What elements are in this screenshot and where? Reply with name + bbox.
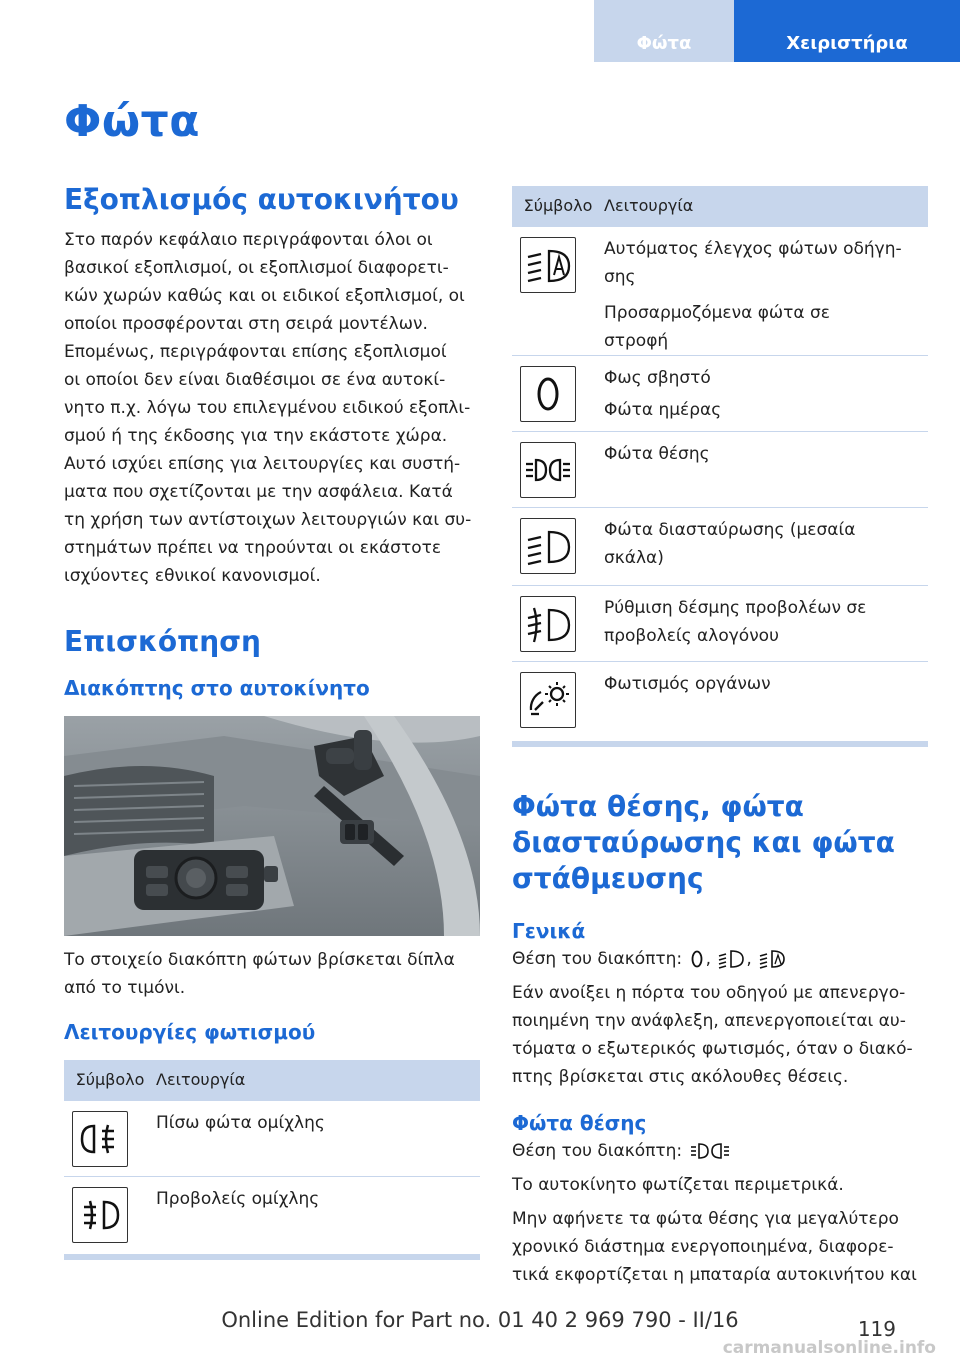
table-row <box>512 507 928 585</box>
col-function-header: Λειτουργία <box>604 186 928 226</box>
header-section-label: Φώτα <box>594 0 734 62</box>
col-symbol-header: Σύμβολο <box>512 186 604 226</box>
lighting-functions-table-left <box>64 1060 480 1254</box>
table-cell-function: σης <box>604 266 636 287</box>
table-cell-function: στροφή <box>604 330 669 351</box>
col-function-header: Λειτουργία <box>156 1060 480 1100</box>
table-cell-function: Φώτα ημέρας <box>604 399 722 420</box>
parking-text-1: Το αυτοκίνητο φωτίζεται περιμετρικά. <box>512 1175 844 1195</box>
light-switch-photo <box>64 716 480 936</box>
table-row <box>512 431 928 507</box>
table-cell-function: Προσαρμοζόμενα φώτα σε <box>604 302 830 323</box>
table-end-bar <box>64 1254 480 1260</box>
table-cell-function: Φωτισμός οργάνων <box>604 673 771 694</box>
right-column <box>512 186 928 1289</box>
page-title: Φώτα <box>64 96 200 147</box>
parking-switch-position: Θέση του διακόπτη: <box>512 1137 928 1165</box>
header-chapter-label: Χειριστήρια <box>734 0 960 62</box>
table-cell-function: σκάλα) <box>604 547 664 568</box>
table-row <box>64 1176 480 1254</box>
lights-off-icon <box>690 949 704 969</box>
table-row <box>512 355 928 431</box>
photo-caption: Το στοιχείο διακόπτη φώτων βρίσκεται δίπλα από το τιμόνι. <box>64 950 455 998</box>
table-cell-function: Πίσω φώτα ομίχλης <box>156 1112 325 1133</box>
table-cell-function: Ρύθμιση δέσμης προβολέων σε <box>604 597 867 618</box>
section-heading: Φώτα θέσης, φώτα διασταύρωσης και φώτα στάθμευσης <box>512 790 895 895</box>
rear-fog-light-icon <box>72 1111 128 1167</box>
table-row <box>64 1100 480 1176</box>
front-fog-light-icon <box>72 1187 128 1243</box>
equipment-text: Στο παρόν κεφάλαιο περιγράφονται όλοι οι βασικοί εξοπλισμοί, οι εξοπλισμοί διαφορετι‐ κών χωρών καθώς και οι ειδικοί εξοπλισμοί, οι οποίοι προσφέρονται στη σειρά μοντέλων. Επομένως, περιγράφονται επίσης εξοπλισμοί οι οποίοι δεν είναι διαθέσιμοι σε ένα αυτοκί‐ νητο π.χ. λόγω του επιλεγμένου ειδικού εξοπλι‐ σμού ή της έκδοσης για την εκάστοτε χώρα. Αυτό ισχύει επίσης για λειτουργίες και συστή‐ ματα που σχετίζονται με την ασφάλεια. Κατά τη χρήση των αντίστοιχων λειτουργιών και συ‐ στημάτων πρέπει να τηρούνται οι εκάστοτε ισχύοντες εθνικοί κανονισμοί. <box>64 230 472 586</box>
table-cell-function: Φώτα θέσης <box>604 443 710 464</box>
table-cell-function: Φώτα διασταύρωσης (μεσαία <box>604 519 856 540</box>
table-header-row <box>64 1060 480 1100</box>
table-cell-function: Αυτόματος έλεγχος φώτων οδήγη‐ <box>604 238 902 259</box>
general-heading: Γενικά <box>512 919 586 943</box>
low-beam-icon <box>718 948 744 970</box>
left-column <box>64 182 480 1260</box>
automatic-headlight-icon <box>759 948 785 970</box>
switch-heading: Διακόπτης στο αυτοκίνητο <box>64 676 370 700</box>
col-symbol-header: Σύμβολο <box>64 1060 156 1100</box>
page-header <box>594 0 960 62</box>
instrument-lighting-icon <box>520 672 576 728</box>
equipment-heading: Εξοπλισμός αυτοκινήτου <box>64 183 459 216</box>
functions-heading: Λειτουργίες φωτισμού <box>64 1020 316 1044</box>
parking-text-2: Μην αφήνετε τα φώτα θέσης για μεγαλύτερο χρονικό διάστημα ενεργοποιημένα, διαφορε‐ τικά εκφορτίζεται η μπαταρία αυτοκινήτου και <box>512 1209 917 1285</box>
headlight-range-icon <box>520 596 576 652</box>
parking-lights-icon <box>520 442 576 498</box>
table-row <box>512 585 928 661</box>
lights-off-icon <box>520 366 576 422</box>
table-cell-function: Προβολείς ομίχλης <box>156 1188 320 1209</box>
table-end-bar <box>512 741 928 747</box>
table-cell-function: προβολείς αλογόνου <box>604 625 779 646</box>
watermark: carmanualsonline.info <box>722 1338 936 1358</box>
table-header-row <box>512 186 928 226</box>
general-switch-positions: Θέση του διακόπτη: , , <box>512 945 928 973</box>
low-beam-icon <box>520 518 576 574</box>
table-cell-function: Φως σβηστό <box>604 367 711 388</box>
overview-heading: Επισκόπηση <box>64 625 261 658</box>
parking-lights-heading: Φώτα θέσης <box>512 1111 647 1135</box>
table-row <box>512 226 928 355</box>
page-number: 119 <box>857 1317 896 1341</box>
table-row <box>512 661 928 741</box>
automatic-headlight-icon <box>520 237 576 293</box>
parking-lights-icon <box>690 1141 730 1161</box>
footer-edition: Online Edition for Part no. 01 40 2 969 790 - II/16 <box>221 1308 739 1332</box>
general-text: Εάν ανοίξει η πόρτα του οδηγού με απενεργο‐ ποιημένη την ανάφλεξη, απενεργοποιείται αυ‐ τόματα ο εξωτερικός φωτισμός, όταν ο διακό‐ πτης βρίσκεται στις ακόλουθες θέσεις. <box>512 983 913 1087</box>
lighting-functions-table-right <box>512 186 928 741</box>
